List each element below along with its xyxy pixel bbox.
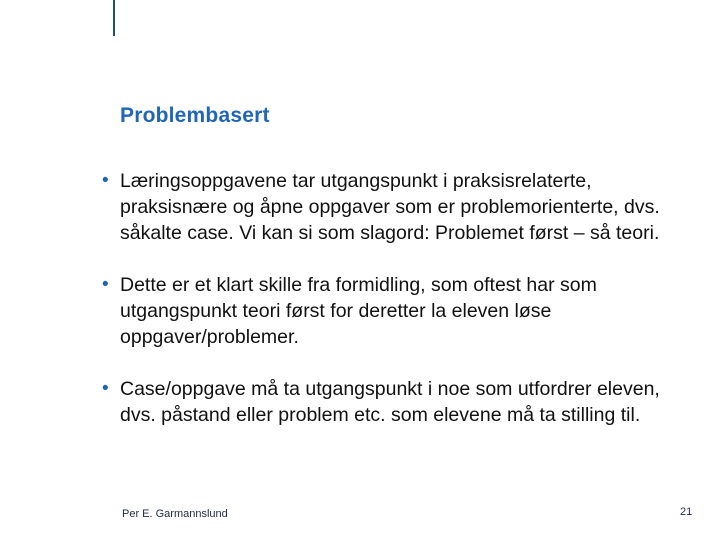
bullet-dot-icon: • — [102, 170, 109, 191]
bullet-list — [100, 168, 700, 454]
bullet-text: Dette er et klart skille fra formidling, som oftest har som utgangspunkt teori først for deretter la eleven løse oppgaver/problemer. — [120, 274, 597, 348]
bullet-dot-icon: • — [102, 378, 109, 399]
bullet-item — [100, 272, 700, 350]
bullet-text: Case/oppgave må ta utgangspunkt i noe som utfordrer eleven, dvs. påstand eller problem etc. som elevene må ta stilling til. — [120, 378, 660, 426]
accent-line — [113, 0, 115, 36]
bullet-dot-icon: • — [102, 274, 109, 295]
bullet-item — [100, 376, 700, 428]
bullet-item — [100, 168, 700, 246]
slide-title: Problembasert — [120, 104, 270, 127]
footer-author: Per E. Garmannslund — [122, 508, 228, 520]
bullet-text: Læringsoppgavene tar utgangspunkt i praksisrelaterte, praksisnære og åpne oppgaver som er problemorienterte, dvs. såkalte case. Vi kan si som slagord: Problemet først – så teori. — [120, 170, 660, 244]
page-number: 21 — [680, 506, 693, 518]
